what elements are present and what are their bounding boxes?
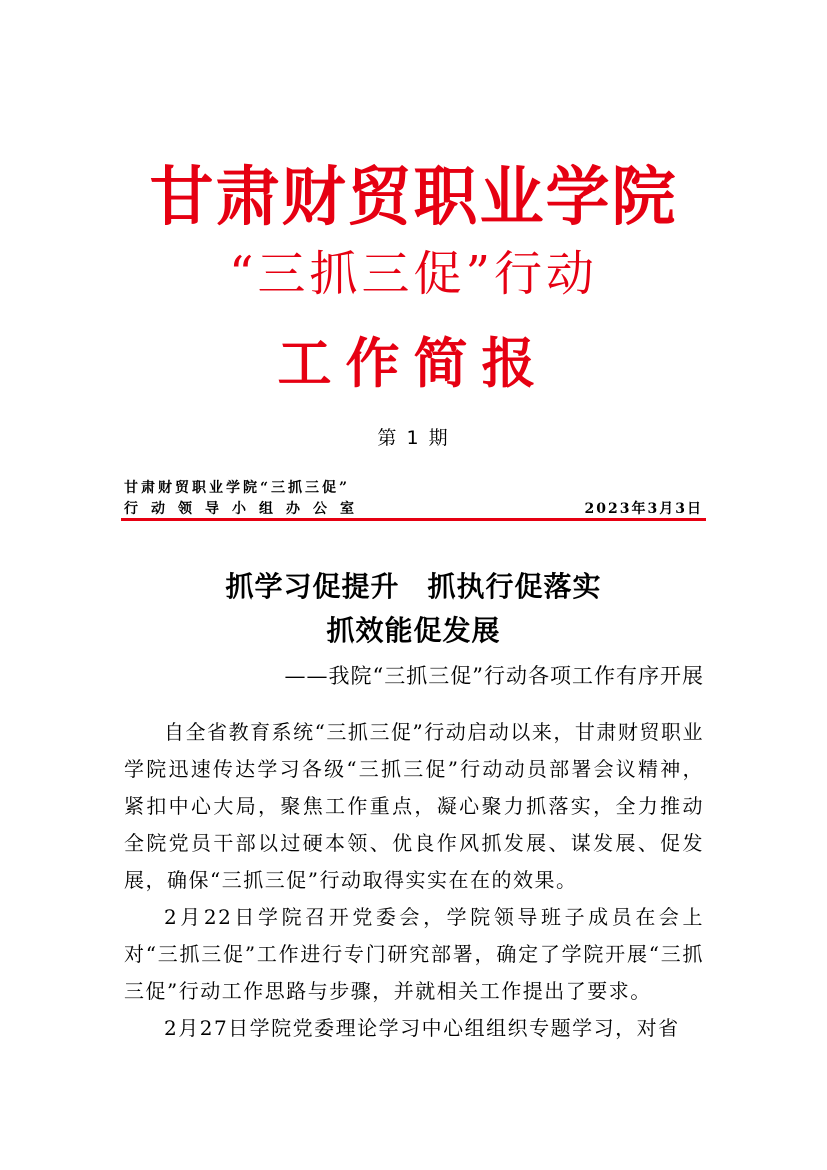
masthead-bulletin-name: 工作简报: [277, 331, 550, 395]
article-title-part2: 抓执行促落实: [427, 570, 602, 603]
article-body: [124, 714, 704, 1047]
article-title-line2: 抓效能促发展: [326, 614, 501, 647]
article-title-part1: 抓学习促提升: [225, 570, 400, 603]
article-title-line1: [0, 565, 827, 605]
issue-date: 2023年3月3日: [584, 501, 703, 517]
issuer-org-line2: 行动领导小组办公室: [124, 501, 367, 517]
red-divider: [121, 518, 706, 521]
article-paragraph: 自全省教育系统“三抓三促”行动启动以来，甘肃财贸职业学院迅速传达学习各级“三抓三促”行动动员部署会议精神，紧扣中心大局，聚焦工作重点，凝心聚力抓落实，全力推动全院党员干部以过硬本领、优良作风抓发展、谋发展、促发展，确保“三抓三促”行动取得实实在在的效果。: [124, 720, 704, 892]
article-subtitle: ——我院“三抓三促”行动各项工作有序开展: [284, 664, 704, 688]
issuer-org-line1: 甘肃财贸职业学院“三抓三促”: [124, 480, 351, 496]
article-paragraph: 2月27日学院党委理论学习中心组组织专题学习，对省: [164, 1016, 680, 1040]
issue-number: 第 1 期: [377, 427, 450, 449]
masthead-subtitle: “三抓三促”行动: [228, 246, 599, 302]
masthead-title: 甘肃财贸职业学院: [149, 160, 678, 235]
article-paragraph: 2月22日学院召开党委会，学院领导班子成员在会上对“三抓三促”工作进行专门研究部署，确定了学院开展“三抓三促”行动工作思路与步骤，并就相关工作提出了要求。: [124, 905, 704, 1003]
